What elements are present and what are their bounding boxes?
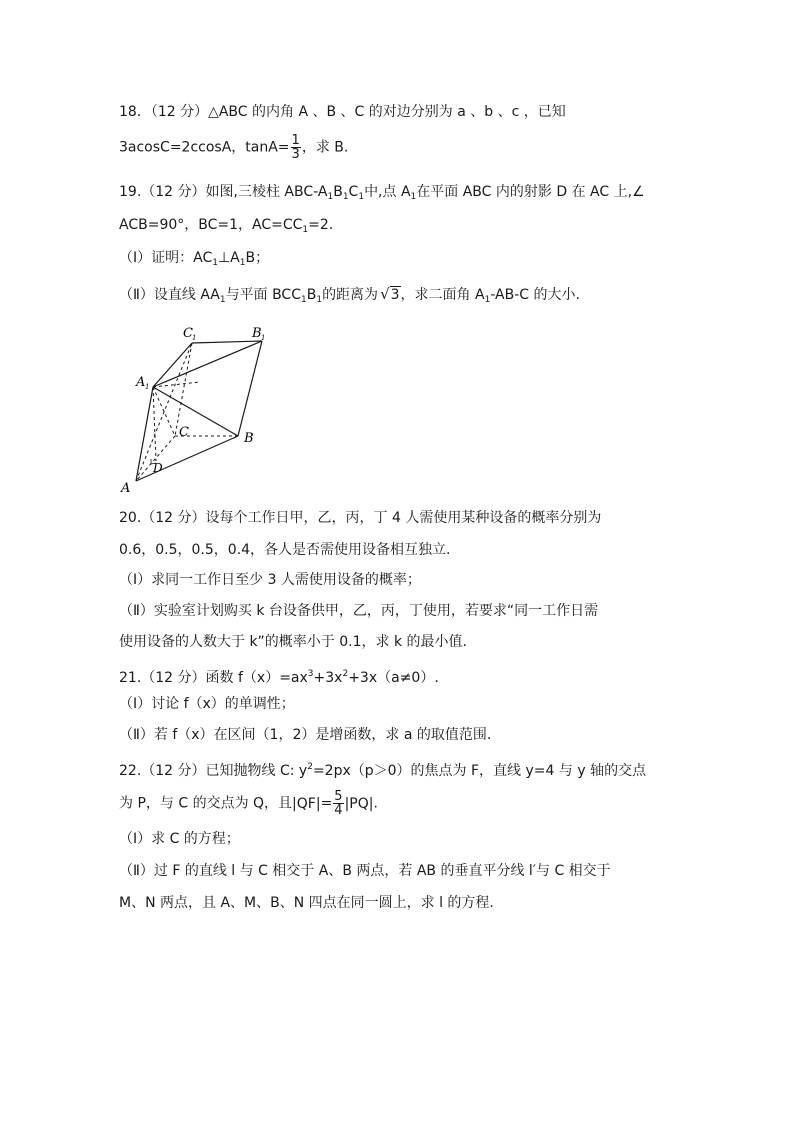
label-b1-sub: 1 xyxy=(261,334,266,342)
label-c: C xyxy=(179,425,189,440)
edge-b1-b xyxy=(238,341,262,436)
q22-part-2-line-1: （Ⅱ）过 F 的直线 l 与 C 相交于 A、B 两点，若 AB 的垂直平分线 l′与 C 相交于 xyxy=(119,863,611,879)
edge-a1-b1 xyxy=(153,341,262,387)
label-a1-sub: 1 xyxy=(145,383,150,391)
q22-part-2-line-2: M、N 两点，且 A、M、B、N 四点在同一圆上，求 l 的方程. xyxy=(119,895,494,911)
q18-text: 18．（12 分）△ABC 的内角 A 、B 、C 的对边分别为 a 、b 、c ，已知 xyxy=(119,104,566,120)
label-b: B xyxy=(244,431,254,446)
q21-line-1: 21.（12 分）函数 $f(x)=ax^3+3x^2+3x(a\ne 0)$. xyxy=(119,669,439,686)
q21-part-1: （Ⅰ）讨论 f（x）的单调性； xyxy=(119,696,295,712)
q20-line-1: 20.（12 分）设每个工作日甲，乙，丙，丁 4 人需使用某种设备的概率分别为 xyxy=(119,510,602,526)
label-b1: B xyxy=(252,326,262,341)
q22-line-1: 22.（12 分）已知抛物线 C: $y^2=2px(p>0)$的焦点为 F，直线 y=4 与 y 轴的交点 xyxy=(119,762,647,779)
q19-line-1: 19.（12 分）如图,三棱柱 ABC-$A_1B_1C_1$中,点 $A_1$在平面 ABC 内的射影 D 在 AC 上,∠ xyxy=(119,184,645,202)
prism-figure xyxy=(115,320,285,495)
edge-c1-c xyxy=(175,343,192,436)
q20-part-2-line-1: （Ⅱ）实验室计划购买 k 台设备供甲，乙，丙，丁使用，若要求“同一工作日需 xyxy=(119,603,599,619)
q19-line-2: ACB=90°，BC=1，$AC=CC_1=2$. xyxy=(119,217,334,235)
q20-line-2: 0.6，0.5，0.5，0.4，各人是否需使用设备相互独立. xyxy=(119,542,451,558)
q20-part-2-line-2: 使用设备的人数大于 k”的概率小于 0.1，求 k 的最小值. xyxy=(119,634,467,650)
q18-condition: 3acosC=2ccosA，tanA= xyxy=(119,139,290,156)
edge-a1-c1 xyxy=(153,343,192,387)
label-a: A xyxy=(121,481,131,495)
q19-part-2: （Ⅱ）设直线 $AA_1$与平面 $BCC_1B_1$的距离为 √3，求二面角 $A_1-AB-C$ 的大小. xyxy=(119,285,580,305)
edge-c1-b1 xyxy=(192,341,262,343)
label-a1: A xyxy=(136,375,146,390)
q20-part-1: （Ⅰ）求同一工作日至少 3 人需使用设备的概率； xyxy=(119,572,421,588)
q18-question: ，求 B. xyxy=(301,139,349,156)
q22-fraction: $\frac{5}{4}$ xyxy=(334,789,343,818)
q22-part-1: （Ⅰ）求 C 的方程； xyxy=(119,831,240,847)
q18-fraction: $\frac{1}{3}$ xyxy=(291,133,300,162)
q22-line-2: 为 P，与 C 的交点为 Q，且|QF|= $\frac{5}{4}$ |PQ|. xyxy=(119,789,378,818)
label-d: D xyxy=(153,461,163,475)
q18-line-2 xyxy=(119,134,348,161)
edge-a-b xyxy=(136,436,238,481)
edge-a1-a xyxy=(136,387,153,481)
sqrt-3: √3 xyxy=(380,285,400,303)
q19-part-1: （Ⅰ）证明：$AC_1\perp A_1B$； xyxy=(119,250,270,268)
q21-part-2: （Ⅱ）若 f（x）在区间（1，2）是增函数，求 a 的取值范围. xyxy=(119,727,492,743)
q18-line-1 xyxy=(119,102,566,122)
label-c1-sub: 1 xyxy=(192,334,197,342)
edge-a1-d xyxy=(153,387,156,461)
label-c1: C xyxy=(183,326,193,341)
edge-a1-b xyxy=(153,387,238,436)
